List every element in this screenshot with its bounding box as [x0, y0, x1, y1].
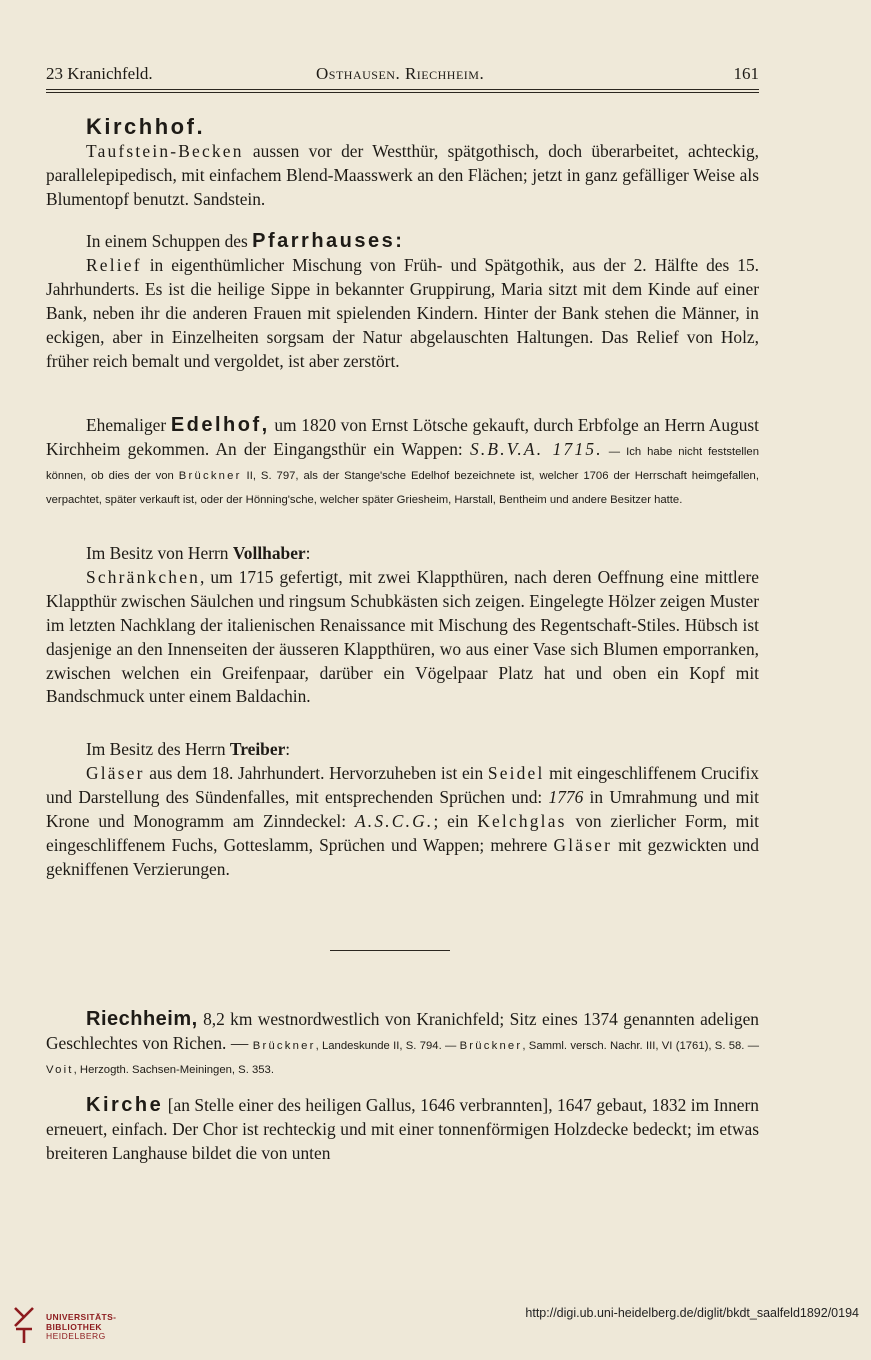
riechheim-ref2-name: Brückner: [459, 1039, 523, 1052]
treiber-text3: in Umrahmung und mit Krone und Monogramm am Zinndeckel:: [46, 786, 759, 831]
header-center: Osthausen. Riechheim.: [316, 64, 485, 83]
treiber-term2: Seidel: [487, 762, 545, 783]
treiber-text4: ; ein: [433, 810, 478, 831]
heidelberg-library-logo-icon: [12, 1305, 36, 1345]
treiber-intro: Im Besitz des Herrn: [86, 739, 230, 759]
pfarrhaus-text: in eigenthümlicher Mischung von Früh- und Spätgothik, aus der 2. Hälfte des 15. Jahrhunderts. Es ist die heilige Sippe in bekannter Gruppirung, Maria sitzt mit dem Kinde auf einer Bank, neben ihr die anderen Frauen mit spielenden Kindern. Hinter der Bank stehen die Männer, in eckigen, aber in Einzelheiten sorgsam der Natur abgelauschten Haltungen. Das Relief von Holz, früher reich bemalt und vergoldet, ist aber zerstört.: [46, 254, 759, 371]
vollhaber-intro-line: [46, 542, 759, 566]
vollhaber-paragraph: [46, 566, 759, 709]
library-line3: HEIDELBERG: [46, 1331, 106, 1341]
riechheim-ref3-name: Voit: [46, 1063, 74, 1076]
pfarrhaus-heading: Pfarrhauses:: [252, 230, 405, 252]
running-header: [46, 62, 759, 86]
kirchhof-paragraph: [46, 140, 759, 212]
edelhof-paragraph: [46, 414, 759, 510]
vollhaber-text: , um 1715 gefertigt, mit zwei Klappthüren, nach deren Oeffnung eine mittlere Klappthür zwischen Säulchen und ringsum Schubkästen sich zeigen. Eingelegte Hölzer zeigen Muster im letzten Nachklang der italienischen Renaissance mit Mischung des Regentschaft-Stiles. Hübsch ist dasjenige an den Innenseiten der äusseren Klappthüren, wo aus einer Vase sich Blumen emporranken, zwischen welchen ein Greifenpaar, darüber ein Vögelpaar Platz hat und oben ein Kopf mit Bandschmuck unter einem Baldachin.: [46, 566, 759, 707]
section-pfarrhaus: [46, 230, 759, 373]
treiber-name: Treiber: [229, 739, 286, 759]
treiber-monogram: A.S.C.G.: [354, 810, 434, 831]
treiber-colon: :: [285, 739, 291, 759]
kirche-heading: Kirche: [86, 1094, 164, 1116]
treiber-text1: aus dem 18. Jahrhundert. Hervorzuheben ist ein: [144, 762, 488, 783]
section-edelhof: [46, 414, 759, 510]
pfarrhaus-intro: In einem Schuppen des: [86, 231, 253, 251]
riechheim-ref2: , Samml. versch. Nachr. III, VI (1761), S. 58. —: [522, 1039, 760, 1052]
vollhaber-name: Vollhaber: [232, 543, 306, 563]
treiber-text2: mit eingeschliffenem Crucifix und Darstellung des Sündenfalles, mit entsprechenden Sprüchen und:: [46, 762, 759, 807]
edelhof-wappen: S.B.V.A. 1715.: [469, 438, 603, 459]
header-rule-double: [46, 92, 759, 93]
treiber-text5: von zierlicher Form, mit eingeschliffenem Fuchs, Gotteslamm, Sprüchen und Wappen; mehrere: [46, 810, 759, 855]
edelhof-note-name: Brückner: [178, 469, 242, 482]
kirche-paragraph: [46, 1094, 759, 1166]
header-rule: [46, 89, 759, 90]
treiber-term1: Gläser: [86, 762, 145, 783]
treiber-term4: Gläser: [553, 834, 613, 855]
pfarrhaus-term: Relief: [86, 254, 142, 275]
section-treiber: [46, 738, 759, 881]
library-name: [46, 1313, 116, 1342]
edelhof-note-b: II, S. 797, als der Stange'sche Edelhof bezeichnete ist, welcher 1706 der Herrschaft heimgefallen, verpachtet, später verkauft ist, oder der Hönning'sche, welcher später Griesheim, Harstall, Bentheim und andere Besitzer hatte.: [46, 469, 759, 506]
riechheim-ref1-name: Brückner: [252, 1039, 316, 1052]
library-line1: UNIVERSITÄTS-: [46, 1312, 117, 1322]
section-riechheim: [46, 1008, 759, 1080]
treiber-term3: Kelchglas: [477, 810, 567, 831]
treiber-paragraph: [46, 762, 759, 882]
edelhof-intro: Ehemaliger: [86, 415, 171, 435]
edelhof-note-a: — Ich habe nicht feststellen können, ob dies der von: [46, 445, 759, 482]
treiber-text6: mit gezwickten und gekniffenen Verzierungen.: [46, 834, 759, 879]
kirchhof-term: Taufstein-Becken: [86, 141, 244, 161]
page-number: 161: [733, 64, 759, 83]
riechheim-ref3: , Herzogth. Sachsen-Meiningen, S. 353.: [73, 1063, 274, 1076]
source-url-link[interactable]: http://digi.ub.uni-heidelberg.de/diglit/bkdt_saalfeld1892/0194: [525, 1306, 859, 1320]
treiber-year: 1776: [548, 786, 584, 807]
section-vollhaber: [46, 542, 759, 709]
treiber-intro-line: [46, 738, 759, 762]
vollhaber-colon: :: [305, 543, 311, 563]
edelhof-heading: Edelhof,: [170, 414, 270, 436]
riechheim-heading: Riechheim,: [86, 1008, 198, 1030]
kirche-text: [an Stelle einer des heiligen Gallus, 1646 verbrannten], 1647 gebaut, 1832 im Innern erneuert, einfach. Der Chor ist rechteckig und mit einer tonnenförmigen Holzdecke bedeckt; im etwas breiteren Langhause bildet die von unten: [46, 1095, 759, 1163]
edelhof-text: um 1820 von Ernst Lötsche gekauft, durch Erbfolge an Herrn August Kirchheim gekommen. An der Eingangsthür ein Wappen:: [46, 415, 759, 459]
section-divider: [330, 950, 450, 951]
pfarrhaus-intro-line: [46, 230, 759, 254]
section-kirche: [46, 1094, 759, 1166]
riechheim-ref1: , Landeskunde II, S. 794. —: [315, 1039, 460, 1052]
riechheim-paragraph: [46, 1008, 759, 1080]
riechheim-text: 8,2 km westnordwestlich von Kranichfeld; Sitz eines 1374 genannten adeligen Geschlechtes von Richen. —: [46, 1009, 759, 1053]
kirchhof-heading: Kirchhof.: [86, 114, 206, 139]
vollhaber-intro: Im Besitz von Herrn: [86, 543, 233, 563]
vollhaber-term: Schränkchen: [86, 566, 201, 587]
section-kirchhof: [46, 114, 759, 212]
kirchhof-text: aussen vor der Westthür, spätgothisch, doch überarbeitet, achteckig, parallelepipedisch, mit einfachem Blend-Maasswerk an den Flächen; jetzt in ganz gefälliger Weise als Blumentopf benutzt. Sandstein.: [46, 141, 759, 209]
library-line2: BIBLIOTHEK: [46, 1321, 102, 1332]
pfarrhaus-paragraph: [46, 254, 759, 374]
header-left: 23 Kranichfeld.: [46, 64, 153, 83]
